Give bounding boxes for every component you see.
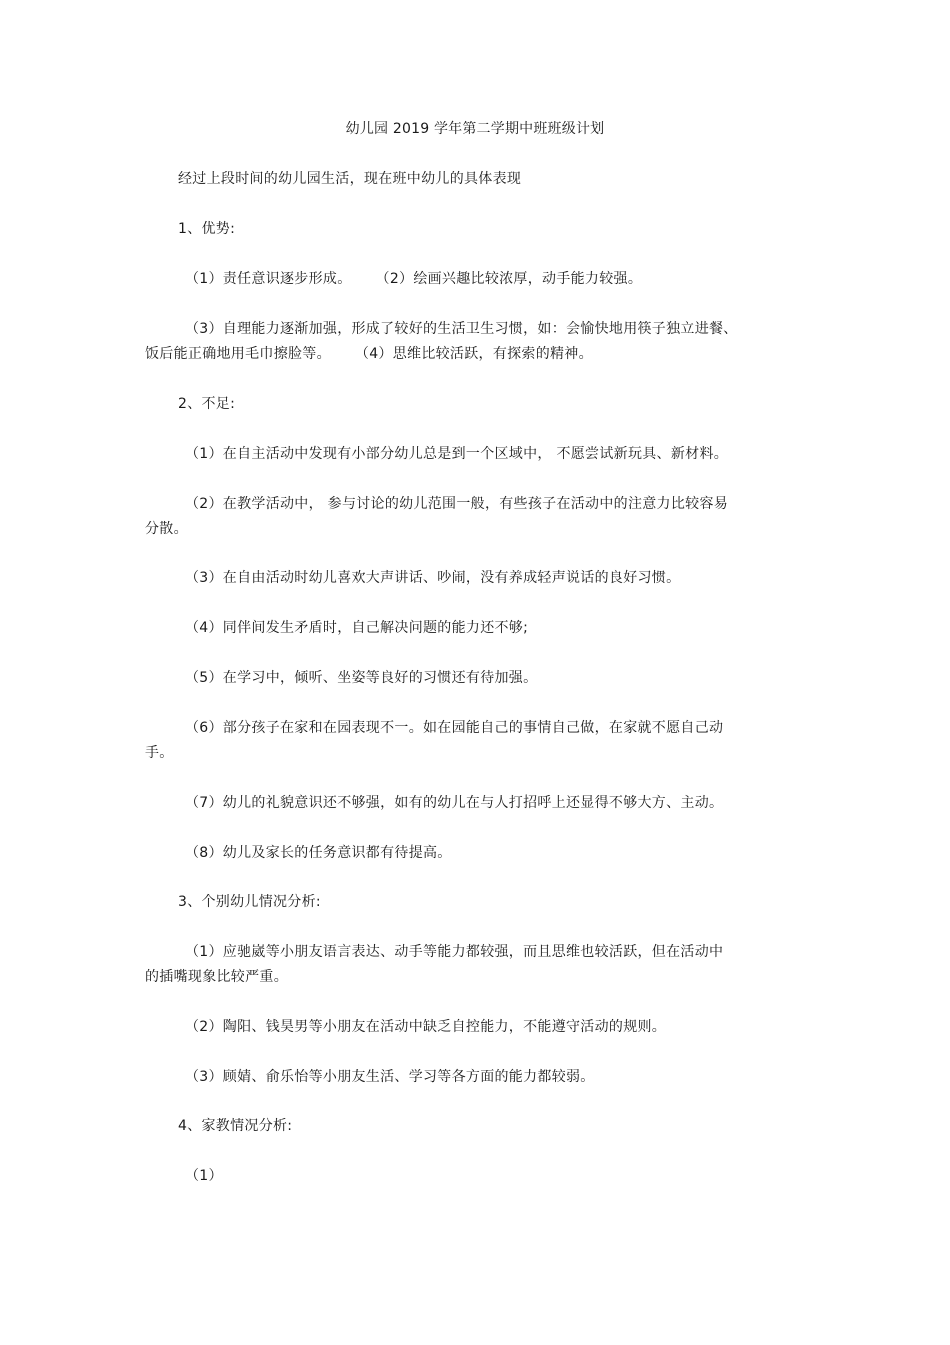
section-1-item-1: （1）责任意识逐步形成。: [185, 271, 352, 287]
section-2-item-5: （5）在学习中，倾听、坐姿等良好的习惯还有待加强。: [185, 670, 538, 686]
section-1-item-2: （2）绘画兴趣比较浓厚，动手能力较强。: [375, 271, 643, 287]
section-1-heading: 1、优势:: [178, 221, 236, 237]
section-2-item-7: （7）幼儿的礼貌意识还不够强，如有的幼儿在与人打招呼上还显得不够大方、主动。: [185, 795, 724, 811]
document-title: 幼儿园 2019 学年第二学期中班班级计划: [345, 121, 605, 137]
section-1-item-1-2: [145, 266, 795, 292]
section-1-item-4: （4）思维比较活跃，有探索的精神。: [354, 346, 593, 362]
section-1-item-3-line-1: （3）自理能力逐渐加强，形成了较好的生活卫生习惯，如：会愉快地用筷子独立进餐、: [185, 321, 738, 337]
section-2-item-3: （3）在自由活动时幼儿喜欢大声讲话、吵闹，没有养成轻声说话的良好习惯。: [185, 570, 681, 586]
section-2-item-6-line-1: （6）部分孩子在家和在园表现不一。如在园能自己的事情自己做，在家就不愿自己动: [185, 720, 724, 736]
section-2-item-1: （1）在自主活动中发现有小部分幼儿总是到一个区域中， 不愿尝试新玩具、新材料。: [185, 446, 729, 462]
section-3-item-2: （2）陶阳、钱昊男等小朋友在活动中缺乏自控能力，不能遵守活动的规则。: [185, 1019, 667, 1035]
section-1-item-3-line-2: 饭后能正确地用毛巾擦脸等。: [145, 346, 331, 362]
section-2-item-2-line-2: 分散。: [145, 521, 188, 537]
section-2-item-4: （4）同伴间发生矛盾时，自己解决问题的能力还不够;: [185, 620, 529, 636]
section-4-heading: 4、家教情况分析:: [178, 1118, 293, 1134]
intro-paragraph: 经过上段时间的幼儿园生活，现在班中幼儿的具体表现: [178, 171, 522, 187]
section-1-item-3-4-line: [145, 341, 755, 367]
section-2-item-8: （8）幼儿及家长的任务意识都有待提高。: [185, 845, 452, 861]
section-2-heading: 2、不足:: [178, 396, 236, 412]
section-3-item-1-line-1: （1）应驰崴等小朋友语言表达、动手等能力都较强，而且思维也较活跃，但在活动中: [185, 944, 724, 960]
section-2-item-6-line-2: 手。: [145, 745, 174, 761]
section-3-heading: 3、个别幼儿情况分析:: [178, 894, 321, 910]
section-2-item-2-line-1: （2）在教学活动中， 参与讨论的幼儿范围一般，有些孩子在活动中的注意力比较容易: [185, 496, 729, 512]
section-4-item-1: （1）: [185, 1168, 223, 1184]
section-3-item-3: （3）顾婧、俞乐怡等小朋友生活、学习等各方面的能力都较弱。: [185, 1069, 595, 1085]
section-3-item-1-line-2: 的插嘴现象比较严重。: [145, 969, 288, 985]
